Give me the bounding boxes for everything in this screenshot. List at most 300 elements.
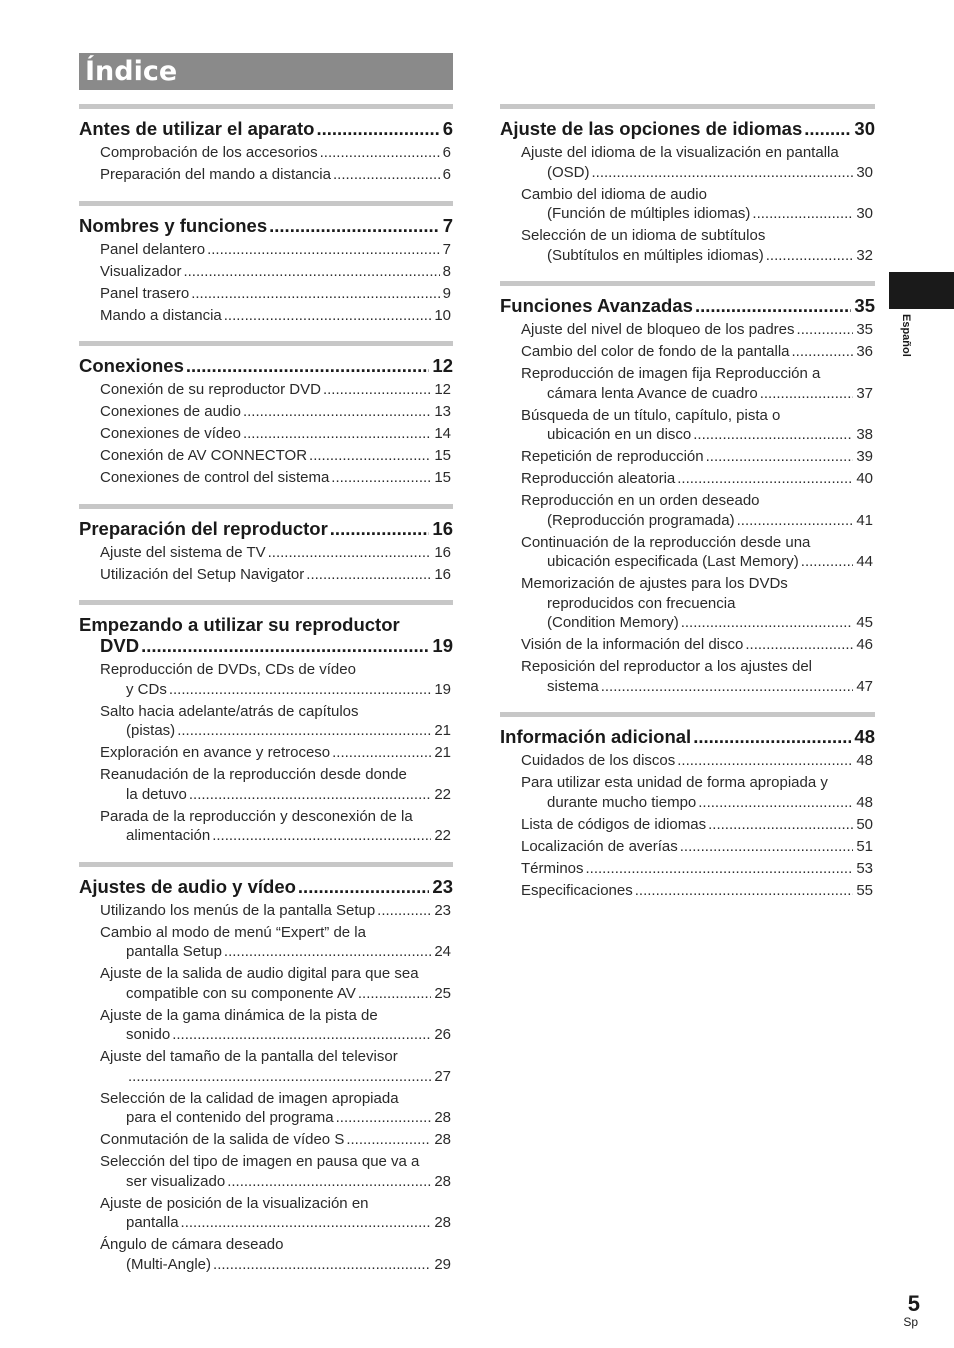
section-heading-row[interactable]	[79, 355, 453, 376]
toc-entry-line: Memorización de ajustes para los DVDs	[521, 575, 788, 592]
page-ref: 48	[856, 752, 873, 769]
toc-label: Ajuste del sistema de TV	[100, 543, 266, 561]
toc-entry-row[interactable]	[521, 320, 873, 340]
toc-label: para el contenido del programa	[126, 1109, 334, 1126]
leader-dots	[298, 876, 430, 897]
leader-dots	[708, 815, 853, 835]
page-number: 5	[907, 1291, 920, 1316]
toc-entry-line: Salto hacia adelante/atrás de capítulos	[100, 702, 359, 720]
toc-entry-line: Ajuste del idioma de la visualización en pantalla	[521, 144, 839, 161]
toc-right-column	[500, 104, 875, 916]
toc-entry[interactable]	[79, 1006, 451, 1045]
toc-label: Conexiones de vídeo	[100, 425, 241, 442]
toc-entry-line: reproducidos con frecuencia	[547, 594, 736, 612]
toc-entry[interactable]	[500, 143, 873, 182]
toc-entry-row[interactable]	[521, 859, 873, 879]
toc-label: Conexión de su reproductor DVD	[100, 381, 321, 398]
toc-label: ubicación en un disco	[547, 426, 692, 443]
page-ref: 25	[434, 984, 451, 1002]
toc-entry-row[interactable]	[100, 1130, 451, 1150]
page-ref: 6	[442, 144, 451, 161]
toc-label: Repetición de reproducción	[521, 448, 704, 465]
toc-entry-row[interactable]	[521, 837, 873, 857]
toc-entry[interactable]	[500, 185, 873, 224]
toc-label: Panel trasero	[100, 284, 190, 302]
toc-label: Preparación del reproductor	[79, 517, 328, 539]
section-entries	[500, 143, 875, 265]
page-ref: 8	[442, 262, 451, 280]
leader-dots	[693, 726, 851, 747]
toc-entry-row[interactable]	[100, 565, 451, 585]
section-heading[interactable]	[79, 341, 453, 380]
page-ref: 27	[434, 1067, 451, 1085]
leader-dots	[268, 543, 432, 563]
leader-dots	[189, 785, 431, 805]
toc-entry-line: Reproducción de imagen fija Reproducción a	[521, 365, 821, 382]
page-ref: 6	[442, 166, 451, 183]
toc-label: cámara lenta Avance de cuadro	[547, 384, 758, 402]
toc-entry[interactable]	[79, 402, 451, 422]
page-ref: 37	[856, 384, 873, 402]
toc-entry-row[interactable]	[100, 984, 451, 1004]
leader-dots	[377, 901, 431, 921]
toc-entry-line: Parada de la reproducción y desconexión de la	[100, 807, 413, 825]
section-heading[interactable]	[500, 281, 875, 320]
page-ref: 12	[434, 381, 451, 398]
toc-section	[79, 600, 453, 846]
toc-section	[500, 104, 875, 265]
leader-dots	[212, 826, 431, 846]
leader-dots	[680, 837, 854, 857]
toc-entry-line: Reproducción de DVDs, CDs de vídeo	[100, 661, 356, 678]
toc-entry-row[interactable]	[521, 635, 873, 655]
language-tab-label: Español	[900, 314, 912, 357]
section-heading[interactable]	[79, 862, 453, 901]
leader-dots	[309, 446, 431, 466]
toc-entry-row[interactable]	[100, 262, 451, 282]
page-ref: 10	[434, 306, 451, 324]
page-ref: 22	[434, 785, 451, 803]
toc-label: (pistas)	[126, 722, 176, 739]
toc-entry-line: Cambio del idioma de audio	[521, 185, 707, 203]
toc-entry-row[interactable]	[521, 751, 873, 771]
toc-entry-row[interactable]	[100, 306, 451, 326]
toc-entry[interactable]	[79, 702, 451, 741]
page-ref: 16	[432, 517, 453, 539]
toc-entry[interactable]	[79, 1235, 451, 1274]
toc-section	[79, 341, 453, 488]
leader-dots	[330, 518, 430, 539]
page-ref: 14	[434, 425, 451, 442]
toc-entry-row[interactable]	[100, 743, 451, 763]
page-ref: 23	[432, 875, 453, 897]
toc-entry[interactable]	[500, 773, 873, 812]
toc-entry-row[interactable]	[100, 721, 451, 741]
toc-entry-row[interactable]	[521, 511, 873, 531]
leader-dots	[183, 262, 439, 282]
leader-dots	[172, 1025, 431, 1045]
page-ref: 28	[434, 1109, 451, 1126]
toc-entry[interactable]	[500, 815, 873, 835]
toc-entry-line: Reanudación de la reproducción desde donde	[100, 766, 407, 783]
toc-entry[interactable]	[79, 262, 451, 282]
page-ref: 28	[434, 1214, 451, 1231]
toc-label: Conexiones	[79, 355, 184, 376]
toc-entry[interactable]	[79, 1194, 451, 1233]
toc-entry[interactable]	[79, 380, 451, 400]
toc-section	[500, 712, 875, 900]
toc-label: Ajuste de las opciones de idiomas	[500, 118, 803, 139]
toc-entry-row[interactable]	[100, 785, 451, 805]
toc-entry-row[interactable]	[521, 204, 873, 224]
page-ref: 30	[856, 205, 873, 222]
toc-label: Reproducción aleatoria	[521, 470, 676, 487]
toc-entry[interactable]	[500, 342, 873, 362]
page-ref: 19	[432, 635, 453, 656]
leader-dots	[320, 143, 440, 163]
toc-entry-line: Cambio al modo de menú “Expert” de la	[100, 923, 366, 941]
leader-dots	[601, 677, 854, 697]
toc-entry[interactable]	[500, 574, 873, 633]
toc-entry-line: Ajuste de posición de la visualización en	[100, 1194, 369, 1212]
toc-label: Comprobación de los accesorios	[100, 144, 318, 161]
toc-entry-row[interactable]	[100, 240, 451, 260]
page-ref: 12	[432, 355, 453, 376]
toc-entry[interactable]	[79, 424, 451, 444]
page-ref: 21	[434, 744, 451, 761]
toc-entry[interactable]	[500, 533, 873, 572]
page-ref: 24	[434, 943, 451, 960]
page-ref: 23	[434, 901, 451, 919]
toc-entry[interactable]	[500, 657, 873, 696]
toc-entry-line: Ajuste del tamaño de la pantalla del televisor	[100, 1048, 398, 1065]
toc-label: Lista de códigos de idiomas	[521, 815, 707, 833]
page-ref: 29	[434, 1255, 451, 1273]
section-heading[interactable]	[79, 600, 453, 660]
page-ref: 45	[856, 614, 873, 631]
toc-label: Cuidados de los discos	[521, 752, 676, 769]
page-ref: 53	[856, 859, 873, 877]
toc-entry[interactable]	[79, 964, 451, 1003]
section-heading-row[interactable]	[79, 215, 453, 236]
page-ref: 28	[434, 1131, 451, 1148]
section-entries	[79, 380, 453, 488]
toc-entry[interactable]	[500, 491, 873, 530]
toc-entry-row[interactable]	[521, 677, 873, 697]
toc-entry[interactable]	[79, 165, 451, 185]
leader-dots	[737, 511, 854, 531]
page-ref: 30	[856, 163, 873, 181]
toc-entry-row[interactable]	[521, 342, 873, 362]
page-ref: 6	[442, 118, 453, 139]
toc-entry-row[interactable]	[100, 446, 451, 466]
toc-entry-row[interactable]	[100, 284, 451, 304]
leader-dots	[745, 635, 853, 655]
toc-label: Antes de utilizar el aparato	[79, 118, 315, 139]
toc-entry[interactable]	[79, 765, 451, 804]
section-entries	[79, 240, 453, 326]
toc-label: la detuvo	[126, 785, 187, 803]
language-tab-marker	[889, 272, 954, 309]
toc-entry[interactable]	[79, 1089, 451, 1128]
toc-entry[interactable]	[500, 837, 873, 857]
page-ref: 51	[856, 837, 873, 855]
leader-dots	[698, 793, 853, 813]
toc-entry-row[interactable]	[100, 942, 451, 962]
toc-label: pantalla	[126, 1214, 179, 1231]
page-ref: 15	[434, 447, 451, 464]
section-heading-row[interactable]	[500, 726, 875, 747]
toc-label: ubicación especificada (Last Memory)	[547, 553, 799, 570]
toc-label: DVD	[100, 635, 140, 656]
leader-dots	[586, 859, 854, 879]
toc-entry-row[interactable]	[100, 1067, 451, 1087]
toc-entry[interactable]	[79, 565, 451, 585]
leader-dots	[224, 306, 432, 326]
toc-entry-line: Reposición del reproductor a los ajustes del	[521, 658, 812, 675]
toc-entry-row[interactable]	[521, 613, 873, 633]
toc-entry-row[interactable]	[521, 384, 873, 404]
leader-dots	[243, 402, 431, 422]
toc-entry-row[interactable]	[521, 793, 873, 813]
toc-entry[interactable]	[500, 881, 873, 901]
page-ref: 48	[854, 726, 875, 747]
toc-label: Utilizando los menús de la pantalla Setup	[100, 901, 376, 919]
toc-entry[interactable]	[500, 751, 873, 771]
toc-label: (Función de múltiples idiomas)	[547, 205, 751, 222]
page-ref: 7	[442, 214, 453, 236]
toc-label: Funciones Avanzadas	[500, 295, 693, 316]
section-heading[interactable]	[79, 201, 453, 240]
toc-label: Conmutación de la salida de vídeo S	[100, 1131, 345, 1148]
page-ref: 32	[856, 246, 873, 264]
page-ref: 36	[856, 343, 873, 360]
leader-dots	[804, 118, 851, 139]
toc-entry-row[interactable]	[100, 1025, 451, 1045]
toc-label: Localización de averías	[521, 837, 678, 855]
leader-dots	[213, 1255, 431, 1275]
page-title: Índice	[79, 53, 453, 90]
toc-label: sistema	[547, 677, 599, 695]
toc-entry[interactable]	[79, 743, 451, 763]
toc-section	[79, 201, 453, 326]
leader-dots	[766, 246, 854, 266]
toc-entry-row[interactable]	[100, 1172, 451, 1192]
page-ref: 46	[856, 636, 873, 653]
leader-dots	[306, 565, 431, 585]
section-entries	[500, 751, 875, 900]
page-ref: 9	[442, 284, 451, 302]
toc-entry[interactable]	[79, 901, 451, 921]
toc-entry[interactable]	[79, 543, 451, 563]
toc-entry[interactable]	[500, 364, 873, 403]
toc-entry-row[interactable]	[100, 165, 451, 185]
toc-label: alimentación	[126, 827, 211, 844]
toc-entry[interactable]	[79, 306, 451, 326]
toc-entry-row[interactable]	[100, 826, 451, 846]
section-heading-row[interactable]	[79, 118, 453, 139]
toc-label: pantalla Setup	[126, 943, 222, 960]
section-heading[interactable]	[79, 104, 453, 143]
toc-label: Información adicional	[500, 726, 692, 747]
toc-entry-row[interactable]	[100, 424, 451, 444]
leader-dots	[677, 751, 853, 771]
toc-label: Conexiones de audio	[100, 403, 241, 420]
leader-dots	[760, 384, 854, 404]
section-heading[interactable]	[79, 504, 453, 543]
toc-label: ser visualizado	[126, 1172, 226, 1190]
leader-dots	[792, 342, 854, 362]
toc-entry-row[interactable]	[100, 1108, 451, 1128]
toc-entry[interactable]	[500, 859, 873, 879]
section-entries	[79, 143, 453, 185]
toc-entry-row[interactable]	[100, 901, 451, 921]
toc-entry-row[interactable]	[521, 163, 873, 183]
toc-label: Visión de la información del disco	[521, 636, 744, 653]
leader-dots	[191, 284, 439, 304]
toc-label: (Multi-Angle)	[126, 1255, 212, 1273]
toc-entry-line: Selección de un idioma de subtítulos	[521, 227, 766, 244]
toc-section	[79, 862, 453, 1275]
toc-entry[interactable]	[500, 447, 873, 467]
section-heading[interactable]	[500, 104, 875, 143]
section-heading-row[interactable]	[79, 518, 453, 539]
leader-dots	[706, 447, 854, 467]
leader-dots	[336, 1108, 432, 1128]
leader-dots	[801, 552, 854, 572]
leader-dots	[592, 163, 854, 183]
toc-entry-row[interactable]	[521, 425, 873, 445]
toc-entry-row[interactable]	[100, 380, 451, 400]
leader-dots	[752, 204, 853, 224]
toc-entry-line: Búsqueda de un título, capítulo, pista o	[521, 406, 781, 424]
leader-dots	[141, 635, 429, 656]
toc-entry-line: Continuación de la reproducción desde una	[521, 533, 811, 551]
toc-entry[interactable]	[79, 1047, 451, 1086]
toc-entry-row[interactable]	[100, 680, 451, 700]
toc-entry-line: Selección del tipo de imagen en pausa que va a	[100, 1153, 420, 1170]
leader-dots	[346, 1130, 431, 1150]
section-heading-row[interactable]	[79, 635, 453, 656]
leader-dots	[323, 380, 431, 400]
toc-entry-row[interactable]	[100, 143, 451, 163]
toc-label: Mando a distancia	[100, 306, 222, 324]
toc-left-column	[79, 104, 453, 1290]
toc-entry[interactable]	[79, 660, 451, 699]
toc-label: Preparación del mando a distancia	[100, 166, 331, 183]
toc-entry[interactable]	[500, 226, 873, 265]
leader-dots	[181, 1213, 432, 1233]
page-ref: 7	[442, 240, 451, 258]
toc-entry[interactable]	[79, 1130, 451, 1150]
section-entries	[79, 660, 453, 846]
toc-label: Visualizador	[100, 262, 182, 280]
toc-entry-row[interactable]	[521, 552, 873, 572]
leader-dots	[677, 469, 853, 489]
toc-entry[interactable]	[79, 923, 451, 962]
toc-entry-row[interactable]	[521, 815, 873, 835]
page-ref: 55	[856, 881, 873, 899]
toc-label: Conexiones de control del sistema	[100, 469, 330, 486]
toc-entry-row[interactable]	[100, 402, 451, 422]
toc-label: Ajustes de audio y vídeo	[79, 875, 296, 897]
page-ref: 21	[434, 722, 451, 739]
page-ref: 41	[856, 511, 873, 529]
page-ref: 16	[434, 565, 451, 583]
toc-entry-line: Para utilizar esta unidad de forma apropiada y	[521, 774, 828, 791]
toc-entry-row[interactable]	[521, 469, 873, 489]
leader-dots	[177, 721, 431, 741]
leader-dots	[681, 613, 854, 633]
section-heading-row[interactable]	[500, 295, 875, 316]
toc-entry[interactable]	[500, 320, 873, 340]
toc-entry-row[interactable]	[100, 1213, 451, 1233]
toc-entry[interactable]	[79, 240, 451, 260]
toc-entry[interactable]	[79, 284, 451, 304]
toc-entry[interactable]	[500, 469, 873, 489]
toc-entry-row[interactable]	[100, 468, 451, 488]
toc-label: (Condition Memory)	[547, 614, 679, 631]
toc-entry-row[interactable]	[521, 447, 873, 467]
toc-entry-line: Reproducción en un orden deseado	[521, 492, 760, 509]
toc-entry-row[interactable]	[100, 543, 451, 563]
leader-dots	[695, 295, 851, 316]
toc-entry[interactable]	[79, 1152, 451, 1191]
toc-entry-row[interactable]	[100, 1255, 451, 1275]
toc-label: durante mucho tiempo	[547, 793, 697, 811]
toc-label: Ajuste del nivel de bloqueo de los padres	[521, 321, 795, 338]
toc-label: (OSD)	[547, 163, 590, 181]
leader-dots	[333, 165, 440, 185]
toc-label: sonido	[126, 1026, 171, 1043]
toc-entry-row[interactable]	[521, 881, 873, 901]
toc-entry-row[interactable]	[521, 246, 873, 266]
toc-section	[79, 504, 453, 585]
page-ref: 39	[856, 448, 873, 465]
toc-label: Nombres y funciones	[79, 214, 268, 236]
page-ref: 44	[856, 553, 873, 570]
section-heading-row[interactable]	[500, 118, 875, 139]
toc-entry-line: Selección de la calidad de imagen apropiada	[100, 1089, 399, 1107]
section-entries	[500, 320, 875, 696]
page-ref: 47	[856, 677, 873, 695]
toc-entry[interactable]	[500, 635, 873, 655]
leader-dots	[224, 942, 431, 962]
page-ref: 15	[434, 469, 451, 486]
toc-label: compatible con su componente AV	[126, 984, 356, 1002]
toc-entry[interactable]	[79, 446, 451, 466]
toc-section	[500, 281, 875, 696]
leader-dots	[243, 424, 431, 444]
section-heading-row[interactable]	[79, 876, 453, 897]
page-number-suffix: Sp	[903, 1315, 918, 1329]
leader-dots	[316, 118, 439, 139]
page-ref: 26	[434, 1026, 451, 1043]
page-ref: 38	[856, 426, 873, 443]
leader-dots	[269, 215, 440, 236]
page-ref: 48	[856, 793, 873, 811]
toc-label: Especificaciones	[521, 881, 633, 899]
toc-entry[interactable]	[79, 143, 451, 163]
section-heading[interactable]	[500, 712, 875, 751]
leader-dots	[358, 984, 431, 1004]
toc-entry[interactable]	[79, 468, 451, 488]
toc-entry[interactable]	[79, 807, 451, 846]
page-ref: 19	[434, 680, 451, 698]
toc-entry-line: Ángulo de cámara deseado	[100, 1236, 284, 1253]
page-ref: 16	[434, 543, 451, 561]
toc-entry[interactable]	[500, 406, 873, 445]
